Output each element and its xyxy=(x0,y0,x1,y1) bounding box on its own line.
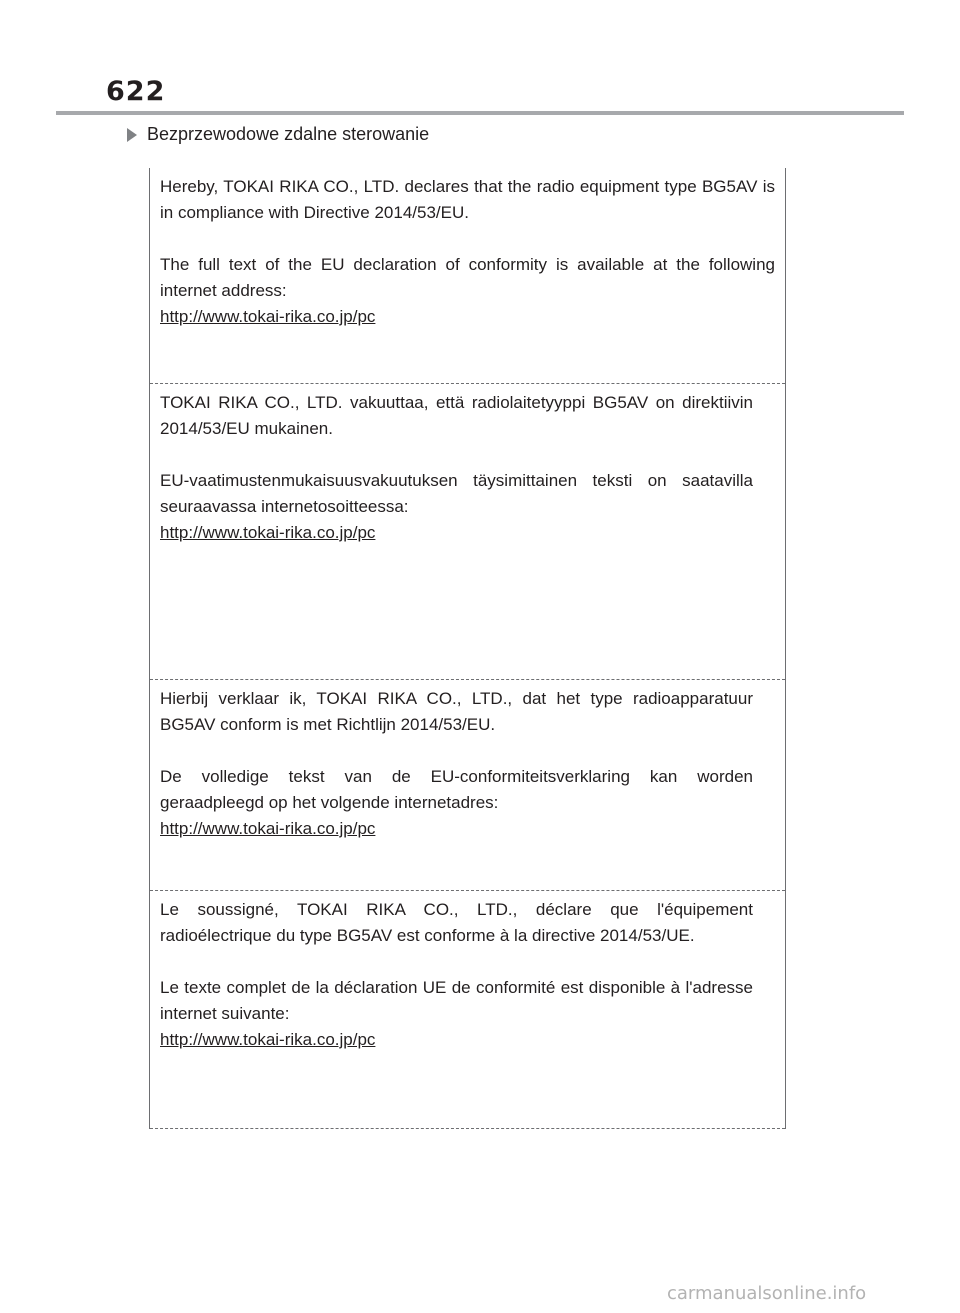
declaration-french xyxy=(150,891,785,1129)
declaration-finnish xyxy=(150,384,785,680)
declaration-english xyxy=(150,168,785,384)
declaration-dutch xyxy=(150,680,785,891)
declaration-statement: Hereby, TOKAI RIKA CO., LTD. declares that the radio equipment type BG5AV is in compliance with Directive 2014/53/EU. xyxy=(160,177,775,222)
section-heading xyxy=(127,124,429,145)
declarations-table xyxy=(149,168,786,1129)
declaration-availability xyxy=(160,468,753,546)
header-rule xyxy=(56,111,904,115)
triangle-bullet-icon xyxy=(127,128,137,142)
declaration-link[interactable]: http://www.tokai-rika.co.jp/pc xyxy=(160,523,376,542)
declaration-availability xyxy=(160,252,775,330)
declaration-availability-text: De volledige tekst van de EU-conformiteitsverklaring kan worden geraadpleegd op het volgende internetadres: xyxy=(160,767,753,812)
watermark: carmanualsonline.info xyxy=(667,1283,867,1304)
section-heading-text: Bezprzewodowe zdalne sterowanie xyxy=(147,124,430,144)
declaration-link[interactable]: http://www.tokai-rika.co.jp/pc xyxy=(160,1030,376,1049)
declaration-availability-text: Le texte complet de la déclaration UE de conformité est disponible à l'adresse internet suivante: xyxy=(160,978,753,1023)
declaration-statement: Hierbij verklaar ik, TOKAI RIKA CO., LTD., dat het type radioapparatuur BG5AV conform is met Richtlijn 2014/53/EU. xyxy=(160,689,753,734)
declaration-link[interactable]: http://www.tokai-rika.co.jp/pc xyxy=(160,819,376,838)
declaration-availability xyxy=(160,975,753,1053)
declaration-statement: Le soussigné, TOKAI RIKA CO., LTD., déclare que l'équipement radioélectrique du type BG5AV est conforme à la directive 2014/53/UE. xyxy=(160,900,753,945)
declaration-availability-text: The full text of the EU declaration of conformity is available at the following internet address: xyxy=(160,255,775,300)
page-number: 622 xyxy=(106,76,166,107)
declaration-availability xyxy=(160,764,753,842)
declaration-availability-text: EU-vaatimustenmukaisuusvakuutuksen täysimittainen teksti on saatavilla seuraavassa internetosoitteessa: xyxy=(160,471,753,516)
declaration-link[interactable]: http://www.tokai-rika.co.jp/pc xyxy=(160,307,376,326)
declaration-statement: TOKAI RIKA CO., LTD. vakuuttaa, että radiolaitetyyppi BG5AV on direktiivin 2014/53/EU mukainen. xyxy=(160,393,753,438)
